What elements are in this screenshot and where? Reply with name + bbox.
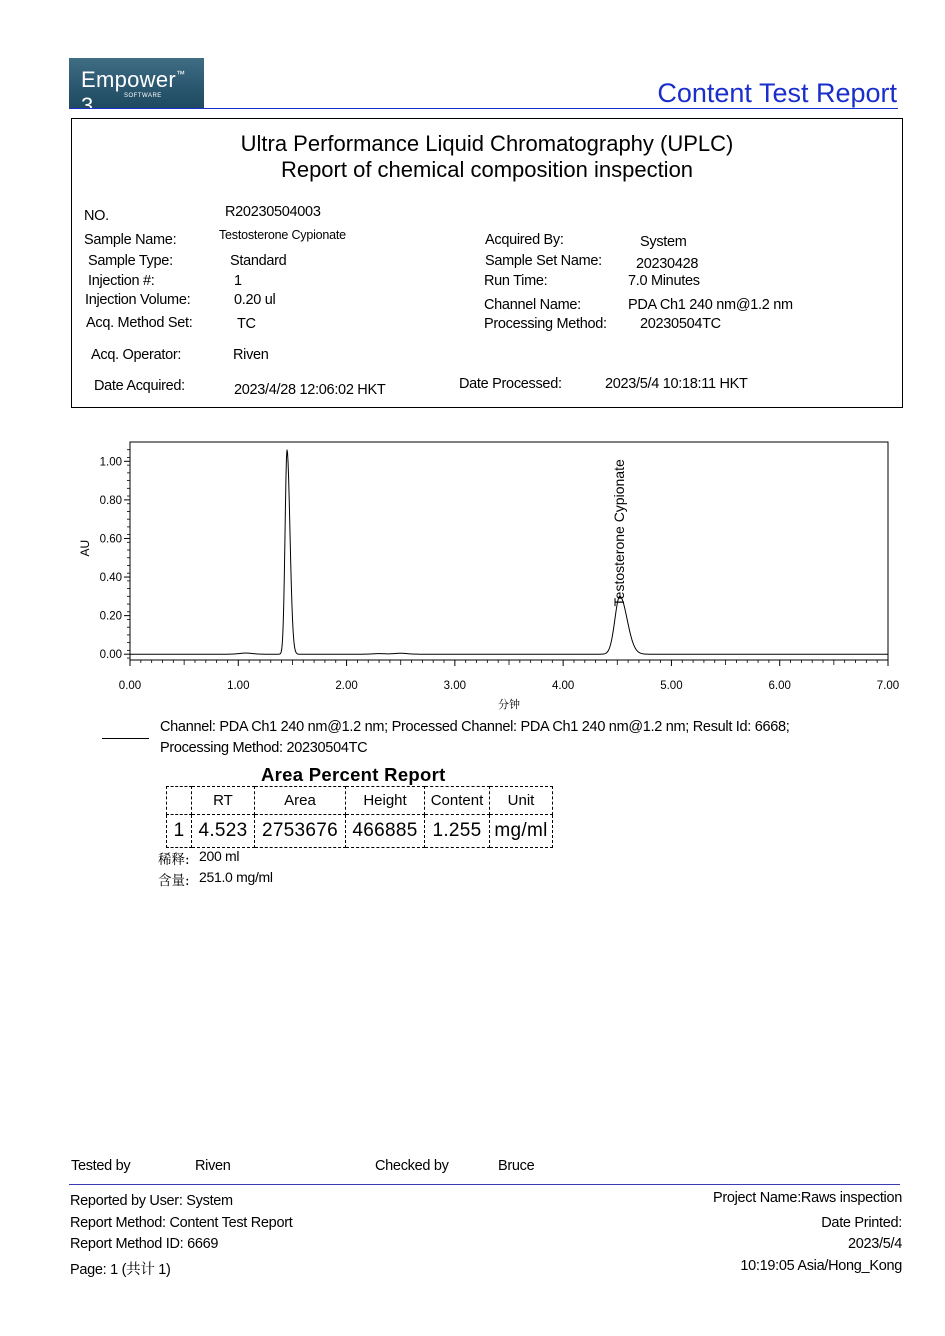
x-tick-label: 1.00	[227, 680, 250, 692]
acquired-by-value: System	[640, 234, 687, 250]
col-header-content: Content	[425, 787, 490, 815]
no-label: NO.	[84, 208, 109, 224]
cell-content: 1.255	[425, 815, 490, 848]
logo-subtext: SOFTWARE	[124, 93, 162, 99]
y-tick-label: 0.80	[99, 494, 122, 507]
x-axis-ticks	[119, 660, 899, 692]
sample-name-label: Sample Name:	[84, 232, 177, 248]
footer-report-method-id: Report Method ID: 6669	[70, 1236, 219, 1252]
date-acquired-label: Date Acquired:	[94, 378, 185, 394]
footer-divider	[69, 1184, 900, 1185]
info-title-line1: Ultra Performance Liquid Chromatography (UPLC)	[240, 131, 734, 156]
tested-by-label: Tested by	[71, 1158, 131, 1174]
x-tick-label: 0.00	[118, 680, 142, 692]
cell-rt: 4.523	[192, 815, 255, 848]
plot-frame	[130, 442, 888, 660]
cell-area: 2753676	[255, 815, 346, 848]
footer-date-printed-label: Date Printed:	[821, 1215, 902, 1231]
channel-name-label: Channel Name:	[484, 297, 581, 313]
injection-value: 1	[234, 273, 242, 289]
no-value: R20230504003	[225, 204, 321, 220]
channel-name-value: PDA Ch1 240 nm@1.2 nm	[628, 297, 793, 313]
empower-logo	[69, 58, 204, 118]
acq-method-label: Acq. Method Set:	[86, 315, 193, 331]
footer-report-method: Report Method: Content Test Report	[70, 1215, 293, 1231]
col-header-height: Height	[346, 787, 425, 815]
acq-method-value: TC	[237, 316, 256, 332]
col-header-unit: Unit	[490, 787, 553, 815]
table-header-row	[167, 787, 553, 815]
sample-info-box	[71, 118, 903, 408]
cell-height: 466885	[346, 815, 425, 848]
dilution-label: 稀释:	[158, 852, 190, 868]
processing-method-value: 20230504TC	[640, 316, 721, 332]
chromatogram-trace	[130, 450, 888, 654]
col-header-area: Area	[255, 787, 346, 815]
x-tick-label: 5.00	[660, 680, 683, 692]
dilution-value: 200 ml	[199, 848, 240, 864]
col-header-index	[167, 787, 192, 815]
info-title-line2: Report of chemical composition inspection	[280, 157, 694, 182]
area-report-title: Area Percent Report	[261, 764, 446, 785]
content-label: 含量:	[158, 873, 190, 889]
checked-by-label: Checked by	[375, 1158, 449, 1174]
sample-set-value: 20230428	[636, 256, 699, 272]
checked-by-value: Bruce	[498, 1158, 535, 1174]
footer-reported-by: Reported by User: System	[70, 1193, 233, 1209]
footer-page: Page: 1 (共计 1)	[70, 1262, 171, 1278]
injection-volume-label: Injection Volume:	[85, 292, 191, 308]
date-processed-label: Date Processed:	[459, 376, 562, 392]
y-tick-label: 1.00	[99, 456, 122, 469]
sample-name-value: Testosterone Cypionate	[219, 228, 346, 242]
date-acquired-value: 2023/4/28 12:06:02 HKT	[234, 382, 386, 398]
table-row	[167, 815, 553, 848]
y-tick-label: 0.60	[99, 533, 122, 546]
footer-project-name: Project Name:Raws inspection	[712, 1190, 902, 1206]
y-tick-label: 0.00	[99, 649, 122, 662]
legend-line2: Processing Method: 20230504TC	[160, 740, 368, 756]
col-header-rt: RT	[192, 787, 255, 815]
y-axis-ticks	[100, 450, 130, 661]
footer-date-printed-date: 2023/5/4	[847, 1236, 902, 1252]
x-tick-label: 7.00	[876, 680, 900, 692]
sample-type-value: Standard	[230, 253, 287, 269]
tested-by-value: Riven	[195, 1158, 231, 1174]
sample-type-label: Sample Type:	[88, 253, 173, 269]
cell-unit: mg/ml	[490, 815, 553, 848]
legend-swatch	[102, 738, 149, 739]
acquired-by-label: Acquired By:	[485, 232, 564, 248]
acq-operator-value: Riven	[233, 347, 269, 363]
x-axis-label: 分钟	[498, 699, 520, 711]
chromatogram-chart	[0, 430, 945, 715]
x-tick-label: 2.00	[335, 680, 358, 692]
title-divider	[69, 108, 898, 109]
processing-method-label: Processing Method:	[484, 316, 607, 332]
run-time-label: Run Time:	[484, 273, 548, 289]
y-tick-label: 0.20	[99, 610, 122, 623]
content-value: 251.0 mg/ml	[199, 869, 273, 885]
acq-operator-label: Acq. Operator:	[91, 347, 182, 363]
run-time-value: 7.0 Minutes	[628, 273, 700, 289]
area-report-table	[166, 786, 553, 848]
injection-label: Injection #:	[88, 273, 155, 289]
sample-set-label: Sample Set Name:	[485, 253, 602, 269]
cell-index: 1	[167, 815, 192, 848]
injection-volume-value: 0.20 ul	[234, 292, 276, 308]
date-processed-value: 2023/5/4 10:18:11 HKT	[605, 376, 748, 392]
legend-line1: Channel: PDA Ch1 240 nm@1.2 nm; Processed Channel: PDA Ch1 240 nm@1.2 nm; Result Id: 6668;	[160, 719, 790, 735]
logo-text: Empower™ 3	[81, 67, 186, 118]
x-tick-label: 4.00	[551, 680, 575, 692]
footer-date-printed-time: 10:19:05 Asia/Hong_Kong	[740, 1258, 902, 1274]
x-tick-label: 6.00	[768, 680, 791, 692]
peak-label: Testosterone Cypionate	[610, 459, 627, 607]
report-title: Content Test Report	[657, 78, 897, 108]
y-tick-label: 0.40	[99, 572, 122, 585]
y-axis-label: AU	[78, 539, 92, 557]
x-tick-label: 3.00	[443, 680, 467, 692]
